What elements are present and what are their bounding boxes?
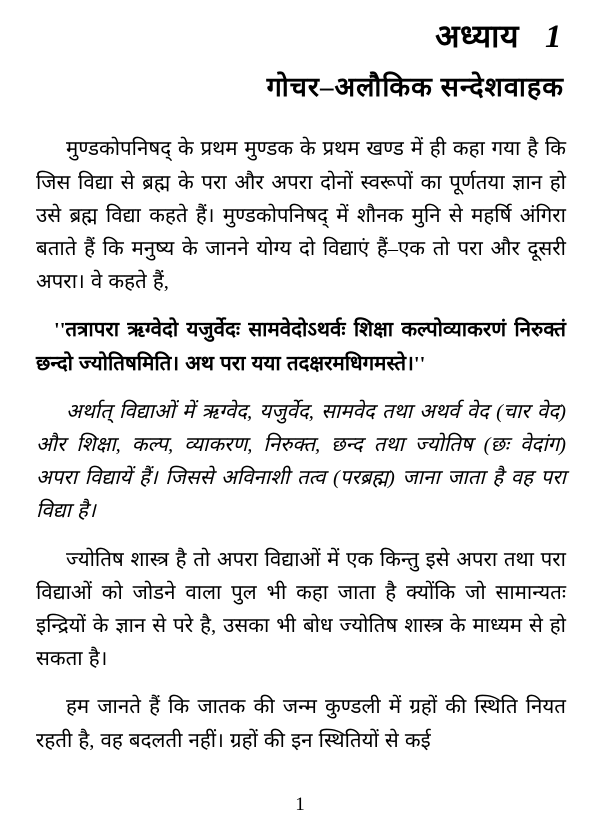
paragraph-3: ज्योतिष शास्त्र है तो अपरा विद्याओं में एक किन्तु इसे अपरा तथा परा विद्याओं को जोडने वाला पुल भी कहा जाता है क्योंकि जो सामान्यतः इन्द्रियों के ज्ञान से परे है, उसका भी बोध ज्योतिष शास्त्र के माध्यम से हो सकता है।	[36, 548, 566, 671]
chapter-heading	[36, 18, 562, 57]
paragraph-4: हम जानते हैं कि जातक की जन्म कुण्डली में ग्रहों की स्थिति नियत रहती है, वह बदलती नहीं। ग्रहों की इन स्थितियों से कई	[36, 696, 566, 752]
sanskrit-quote: ''तत्रापरा ऋग्वेदो यजुर्वेदः सामवेदोऽथर्वः शिक्षा कल्पोव्याकरणं निरुक्तं छन्दो ज्योतिषमिति। अथ परा यया तदक्षरमधिगमस्ते।''	[36, 319, 566, 375]
chapter-title: गोचर–अलौकिक सन्देशवाहक	[266, 71, 564, 102]
page-number: 1	[295, 794, 305, 815]
paragraph-1: मुण्डकोपनिषद् के प्रथम मुण्डक के प्रथम खण्ड में ही कहा गया है कि जिस विद्या से ब्रह्म के परा और अपरा दोनों स्वरूपों का पूर्णतया ज्ञान हो उसे ब्रह्म विद्या कहते हैं। मुण्डकोपनिषद् में शौनक मुनि से महर्षि अंगिरा बताते हैं कि मनुष्य के जानने योग्य दो विद्याएं हैं–एक तो परा और दूसरी अपरा। वे कहते हैं,	[36, 138, 566, 294]
chapter-number: 1	[545, 19, 562, 55]
paragraph-2: अर्थात् विद्याओं में ऋग्वेद, यजुर्वेद, सामवेद तथा अथर्व वेद (चार वेद) और शिक्षा, कल्प, व्याकरण, निरुक्त, छन्द तथा ज्योतिष (छः वेदांग) अपरा विद्यायें हैं। जिससे अविनाशी तत्व (परब्रह्म) जाना जाता है वह परा विद्या है।	[36, 400, 566, 523]
chapter-label: अध्याय	[435, 18, 519, 54]
